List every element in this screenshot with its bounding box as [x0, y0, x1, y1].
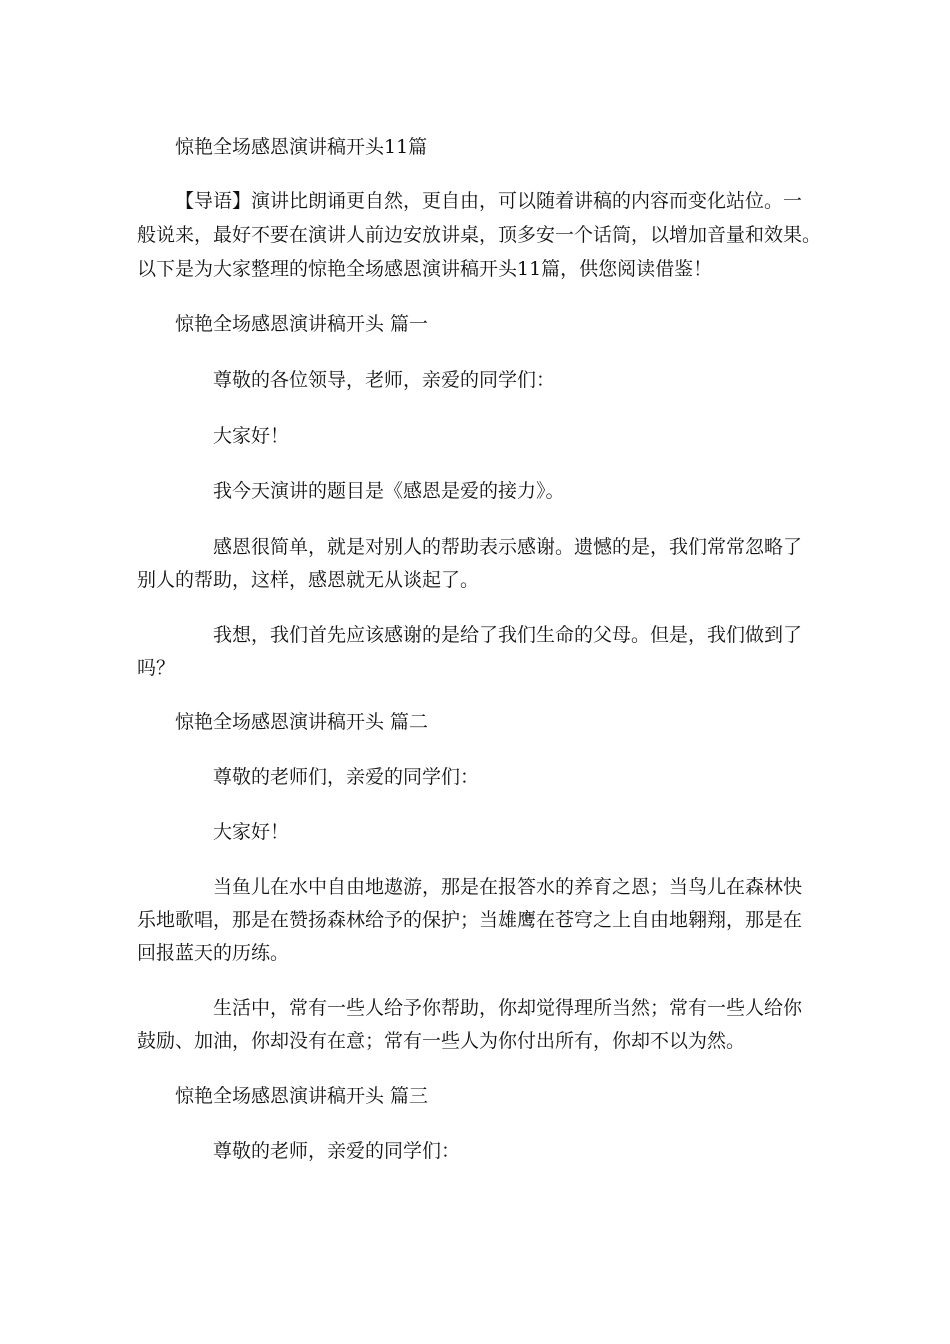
section1-greeting: 大家好！ [213, 425, 290, 447]
intro-line-3: 以下是为大家整理的惊艳全场感恩演讲稿开头11篇，供您阅读借鉴！ [137, 258, 713, 280]
section1-paragraph-3-line-1: 我想，我们首先应该感谢的是给了我们生命的父母。但是，我们做到了 [213, 624, 803, 646]
section1-paragraph-2-line-2: 别人的帮助，这样，感恩就无从谈起了。 [137, 569, 480, 591]
section2-greeting: 大家好！ [213, 821, 290, 843]
section1-salutation: 尊敬的各位领导，老师，亲爱的同学们： [213, 369, 556, 391]
section2-paragraph-2-line-1: 生活中，常有一些人给予你帮助，你却觉得理所当然；常有一些人给你 [213, 997, 803, 1019]
section1-paragraph-2-line-1: 感恩很简单，就是对别人的帮助表示感谢。遗憾的是，我们常常忽略了 [213, 536, 803, 558]
section2-paragraph-1-line-3: 回报蓝天的历练。 [137, 942, 290, 964]
section2-paragraph-1-line-1: 当鱼儿在水中自由地遨游，那是在报答水的养育之恩；当鸟儿在森林快 [213, 876, 803, 898]
section1-paragraph-1: 我今天演讲的题目是《感恩是爱的接力》。 [213, 480, 565, 502]
intro-line-1: 【导语】演讲比朗诵更自然，更自由，可以随着讲稿的内容而变化站位。一 [175, 190, 803, 212]
intro-line-2: 般说来，最好不要在演讲人前边安放讲桌，顶多安一个话筒，以增加音量和效果。 [137, 224, 822, 246]
document-title: 惊艳全场感恩演讲稿开头11篇 [175, 136, 428, 158]
section3-heading: 惊艳全场感恩演讲稿开头 篇三 [175, 1085, 429, 1107]
section2-salutation: 尊敬的老师们，亲爱的同学们： [213, 766, 480, 788]
section1-paragraph-3-line-2: 吗？ [137, 657, 176, 679]
section1-heading: 惊艳全场感恩演讲稿开头 篇一 [175, 313, 429, 335]
section2-paragraph-2-line-2: 鼓励、加油，你却没有在意；常有一些人为你付出所有，你却不以为然。 [137, 1030, 746, 1052]
section2-paragraph-1-line-2: 乐地歌唱，那是在赞扬森林给予的保护；当雄鹰在苍穹之上自由地翱翔，那是在 [137, 909, 803, 931]
section3-salutation: 尊敬的老师，亲爱的同学们： [213, 1140, 461, 1162]
section2-heading: 惊艳全场感恩演讲稿开头 篇二 [175, 711, 429, 733]
